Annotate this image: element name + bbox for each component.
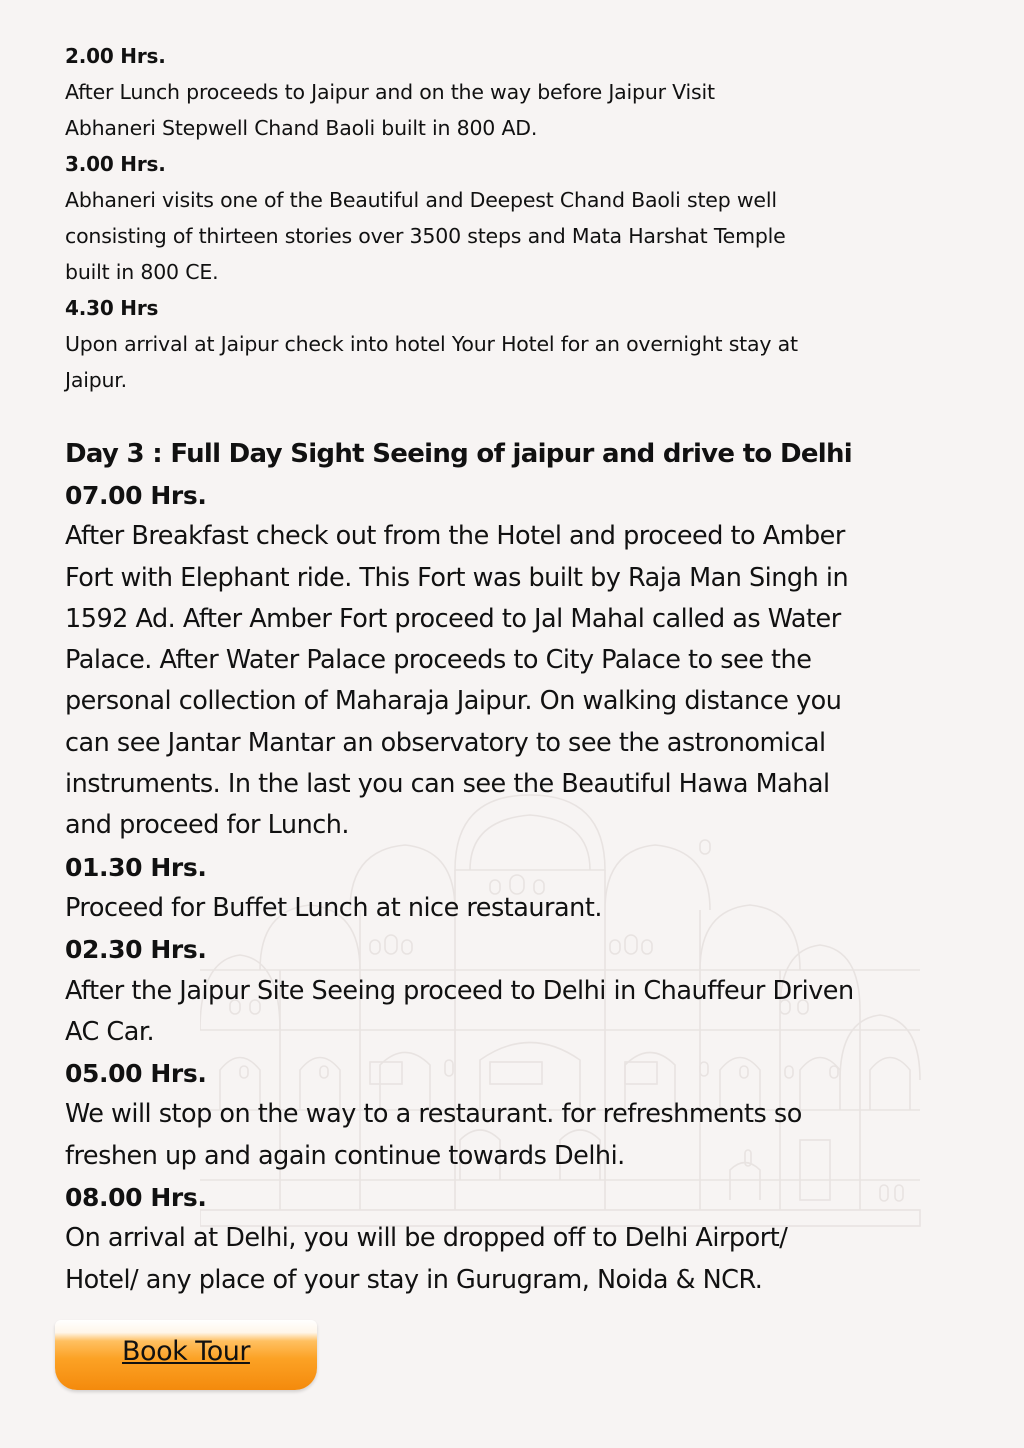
activity-line: Abhaneri visits one of the Beautiful and Deepest Chand Baoli step well	[65, 188, 777, 212]
time-label: 08.00 Hrs.	[65, 1183, 207, 1213]
activity-line: Palace. After Water Palace proceeds to City Palace to see the	[65, 645, 812, 676]
activity-line: Fort with Elephant ride. This Fort was built by Raja Man Singh in	[65, 562, 849, 593]
activity-line: built in 800 CE.	[65, 260, 219, 284]
activity-line: Jaipur.	[65, 368, 127, 392]
activity-line: instruments. In the last you can see the Beautiful Hawa Mahal	[65, 769, 830, 800]
time-label: 01.30 Hrs.	[65, 852, 207, 882]
activity-line: can see Jantar Mantar an observatory to see the astronomical	[65, 727, 826, 758]
activity-line: AC Car.	[65, 1016, 155, 1047]
activity-line: Upon arrival at Jaipur check into hotel Your Hotel for an overnight stay at	[65, 332, 798, 356]
time-label: 2.00 Hrs.	[65, 44, 166, 68]
activity-line: We will stop on the way to a restaurant. for refreshments so	[65, 1099, 802, 1130]
activity-line: consisting of thirteen stories over 3500 steps and Mata Harshat Temple	[65, 224, 786, 248]
book-tour-link[interactable]: Book Tour	[122, 1336, 250, 1367]
book-tour-button[interactable]	[55, 1320, 317, 1390]
day3-schedule	[65, 475, 965, 1301]
time-label: 3.00 Hrs.	[65, 152, 166, 176]
activity-line: On arrival at Delhi, you will be dropped off to Delhi Airport/	[65, 1223, 788, 1254]
activity-line: After Breakfast check out from the Hotel and proceed to Amber	[65, 521, 845, 552]
activity-line: personal collection of Maharaja Jaipur. On walking distance you	[65, 686, 842, 717]
time-label: 4.30 Hrs	[65, 296, 159, 320]
activity-line: Abhaneri Stepwell Chand Baoli built in 800 AD.	[65, 116, 538, 140]
day3-heading: Day 3 : Full Day Sight Seeing of jaipur and drive to Delhi	[65, 439, 852, 469]
time-label: 02.30 Hrs.	[65, 935, 207, 965]
time-label: 07.00 Hrs.	[65, 481, 207, 510]
activity-line: Hotel/ any place of your stay in Gurugram, Noida & NCR.	[65, 1264, 763, 1295]
itinerary	[65, 38, 965, 1301]
activity-line: 1592 Ad. After Amber Fort proceed to Jal Mahal called as Water	[65, 603, 841, 634]
activity-line: and proceed for Lunch.	[65, 810, 350, 841]
activity-line: After the Jaipur Site Seeing proceed to Delhi in Chauffeur Driven	[65, 975, 854, 1006]
time-label: 05.00 Hrs.	[65, 1059, 207, 1089]
activity-line: After Lunch proceeds to Jaipur and on the way before Jaipur Visit	[65, 80, 715, 104]
activity-line: Proceed for Buffet Lunch at nice restaurant.	[65, 892, 602, 923]
activity-line: freshen up and again continue towards Delhi.	[65, 1140, 625, 1171]
day2-schedule	[65, 38, 965, 398]
